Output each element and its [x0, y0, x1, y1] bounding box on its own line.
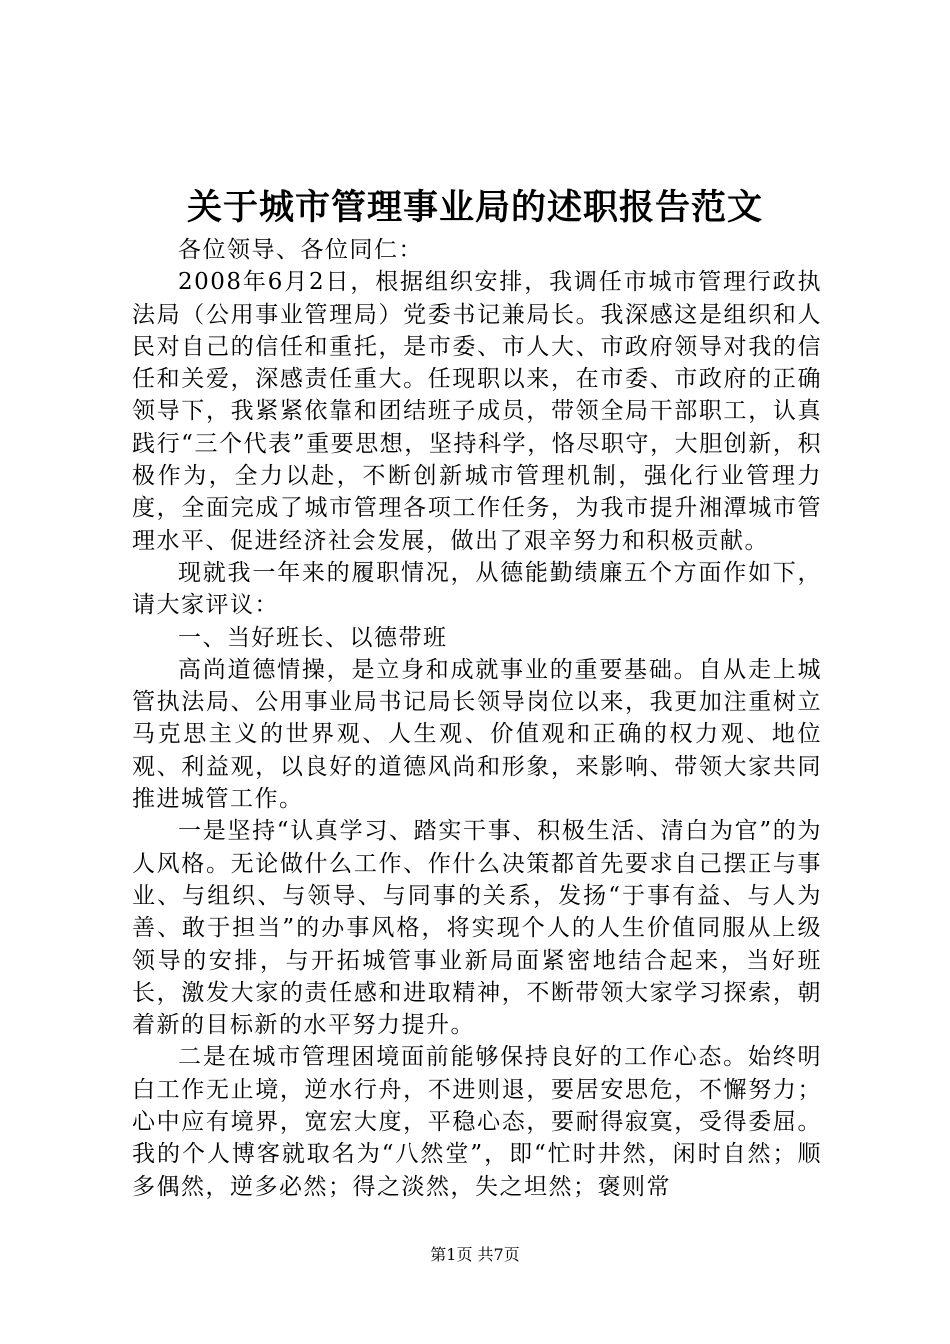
section-heading-one: 一、当好班长、以德带班	[178, 624, 448, 651]
page-number-footer: 第1页 共7页	[430, 1245, 520, 1264]
document-body	[132, 234, 822, 1203]
paragraph-review-request: 现就我一年来的履职情况，从德能勤绩廉五个方面作如下，请大家评议：	[132, 559, 822, 619]
document-title: 关于城市管理事业局的述职报告范文	[186, 187, 763, 228]
paragraph-introduction: 2008年6月2日，根据组织安排，我调任市城市管理行政执法局（公用事业管理局）党委书记兼局长。我深感这是组织和人民对自己的信任和重托，是市委、市人大、市政府领导对我的信任和关爱，深感责任重大。任现职以来，在市委、市政府的正确领导下，我紧紧依靠和团结班子成员，带领全局干部职工，认真践行“三个代表”重要思想，坚持科学，恪尽职守，大胆创新，积极作为，全力以赴，不断创新城市管理机制，强化行业管理力度，全面完成了城市管理各项工作任务，为我市提升湘潭城市管理水平、促进经济社会发展，做出了艰辛努力和积极贡献。	[132, 269, 822, 554]
paragraph-moral-foundation: 高尚道德情操，是立身和成就事业的重要基础。自从走上城管执法局、公用事业局书记局长领导岗位以来，我更加注重树立马克思主义的世界观、人生观、价值观和正确的权力观、地位观、利益观，以良好的道德风尚和形象，来影响、带领大家共同推进城管工作。	[132, 656, 822, 813]
paragraph-point-one: 一是坚持“认真学习、踏实干事、积极生活、清白为官”的为人风格。无论做什么工作、作什么决策都首先要求自己摆正与事业、与组织、与领导、与同事的关系，发扬“于事有益、与人为善、敢于担当”的办事风格，将实现个人的人生价值同服从上级领导的安排，与开拓城管事业新局面紧密地结合起来，当好班长，激发大家的责任感和进取精神，不断带领大家学习探索，朝着新的目标新的水平努力提升。	[132, 818, 822, 1039]
paragraph-salutation: 各位领导、各位同仁：	[178, 237, 423, 263]
paragraph-point-two: 二是在城市管理困境面前能够保持良好的工作心态。始终明白工作无止境，逆水行舟，不进则退，要居安思危，不懈努力；心中应有境界，宽宏大度，平稳心态，要耐得寂寞，受得委屈。我的个人博客就取名为“八然堂”，即“忙时井然，闲时自然；顺多偶然，逆多必然；得之淡然，失之坦然；褒则常	[132, 1044, 822, 1200]
